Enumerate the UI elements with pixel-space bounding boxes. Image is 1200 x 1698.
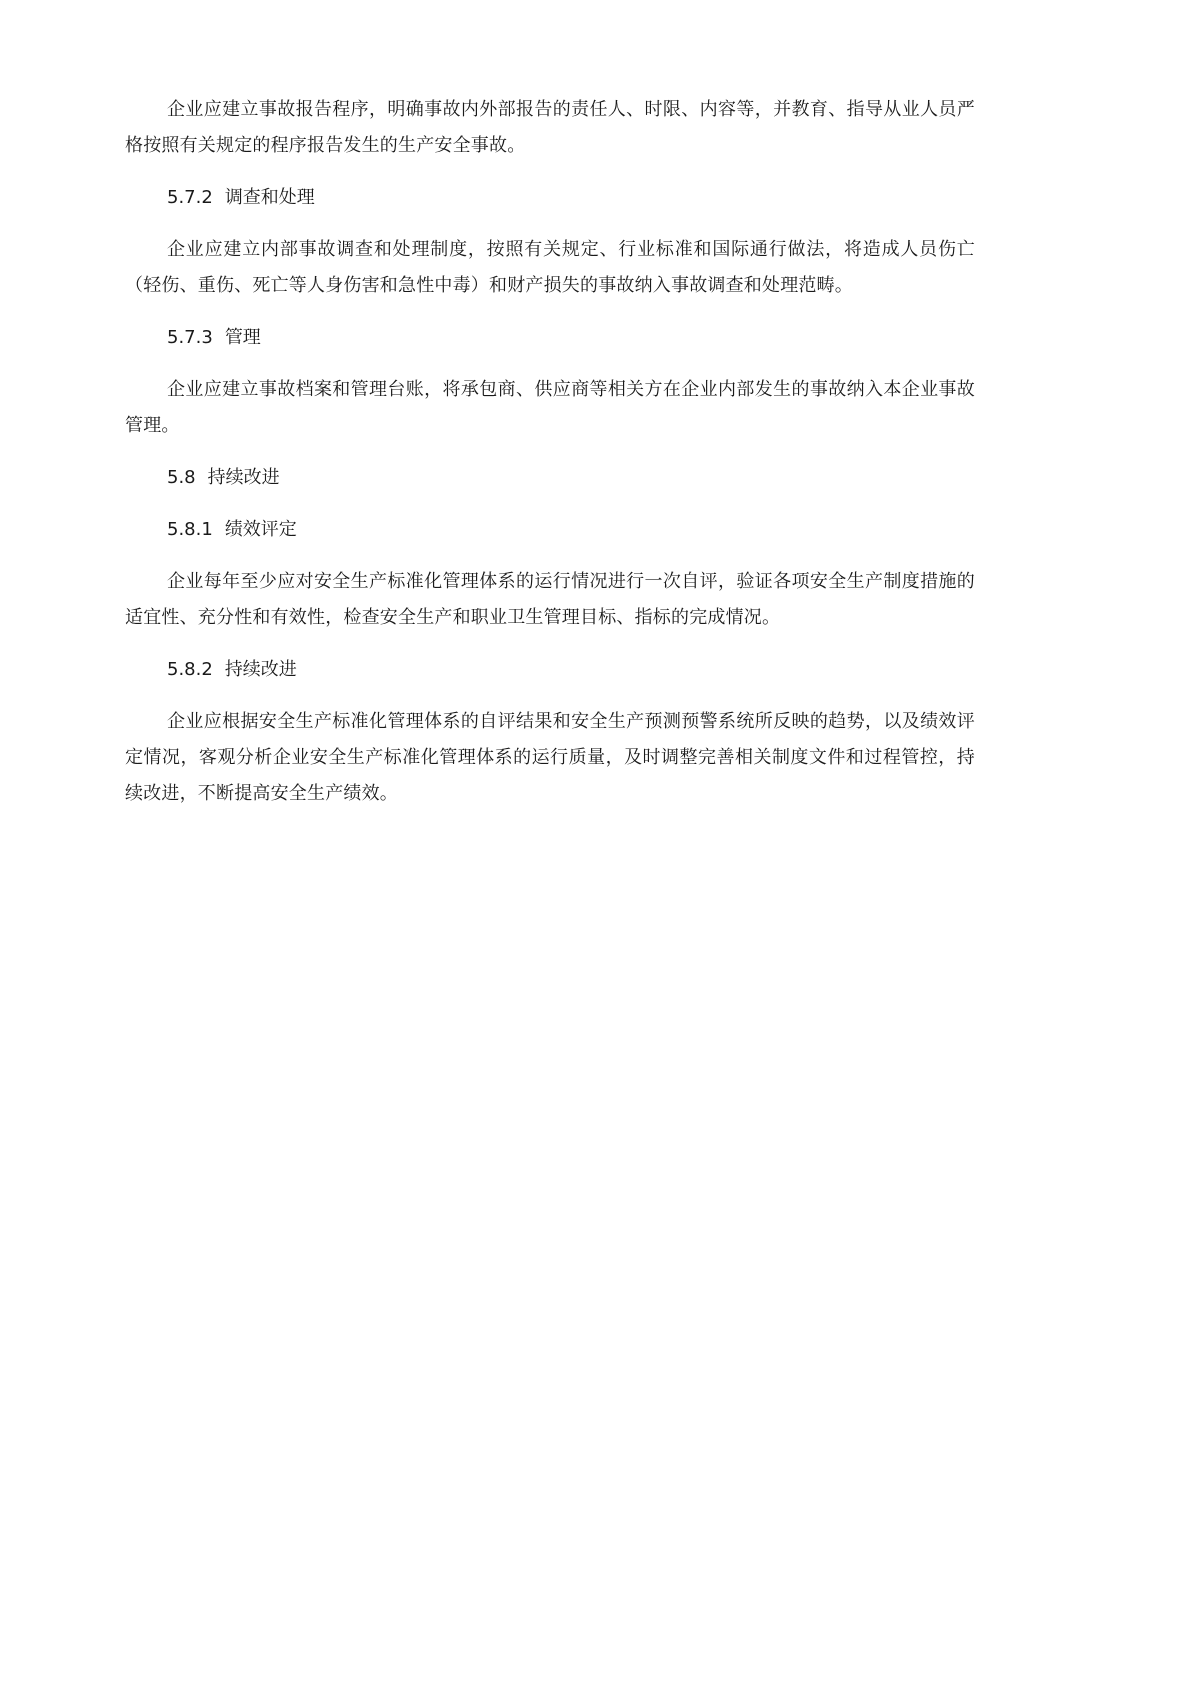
section-heading-5-7-3 [167,320,975,356]
section-heading-5-8-2 [167,652,975,688]
section-number: 5.8.1 [167,519,213,540]
paragraph-investigation: 企业应建立内部事故调查和处理制度，按照有关规定、行业标准和国际通行做法，将造成人员伤亡（轻伤、重伤、死亡等人身伤害和急性中毒）和财产损失的事故纳入事故调查和处理范畴。 [125,239,975,296]
section-title: 管理 [224,327,261,348]
paragraph-accident-reporting: 企业应建立事故报告程序，明确事故内外部报告的责任人、时限、内容等，并教育、指导从业人员严格按照有关规定的程序报告发生的生产安全事故。 [125,99,975,156]
section-title: 持续改进 [207,467,280,488]
paragraph-performance-evaluation: 企业每年至少应对安全生产标准化管理体系的运行情况进行一次自评，验证各项安全生产制度措施的适宜性、充分性和有效性，检查安全生产和职业卫生管理目标、指标的完成情况。 [125,571,975,628]
section-heading-5-8 [167,460,975,496]
section-number: 5.7.3 [167,327,213,348]
paragraph-management: 企业应建立事故档案和管理台账，将承包商、供应商等相关方在企业内部发生的事故纳入本企业事故管理。 [125,379,975,436]
section-title: 调查和处理 [224,187,315,208]
section-number: 5.7.2 [167,187,213,208]
section-number: 5.8.2 [167,659,213,680]
section-heading-5-8-1 [167,512,975,548]
section-number: 5.8 [167,467,196,488]
section-title: 绩效评定 [224,519,297,540]
section-title: 持续改进 [224,659,297,680]
paragraph-continuous-improvement: 企业应根据安全生产标准化管理体系的自评结果和安全生产预测预警系统所反映的趋势，以及绩效评定情况，客观分析企业安全生产标准化管理体系的运行质量，及时调整完善相关制度文件和过程管控，持续改进，不断提高安全生产绩效。 [125,711,975,804]
section-heading-5-7-2 [167,180,975,216]
document-body [125,92,975,828]
